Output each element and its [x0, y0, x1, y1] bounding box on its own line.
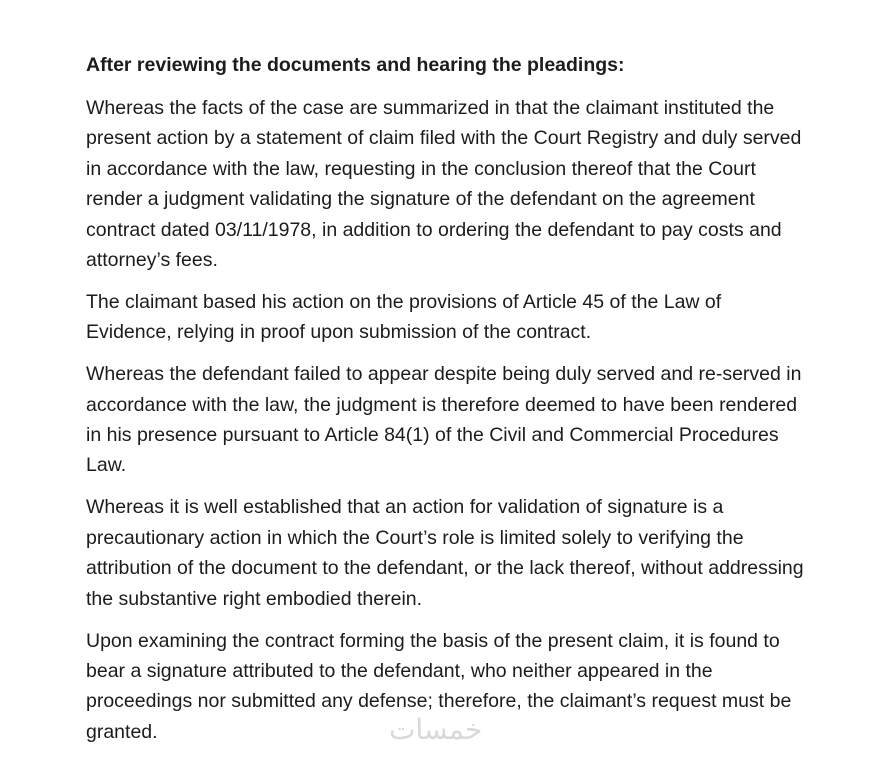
paragraph-legal-principle: Whereas it is well established that an action for validation of signature is a precautionary action in which the Court’s role is limited solely to verifying the attribution of the document to the defendant, or the lack thereof, without addressing the substantive right embodied therein. — [86, 496, 804, 610]
paragraph-default-appearance: Whereas the defendant failed to appear despite being duly served and re-served in accordance with the law, the judgment is therefore deemed to have been rendered in his presence pursuant to Article 84(1) of the Civil and Commercial Procedures Law. — [86, 363, 802, 477]
watermark-logo: خمسات — [389, 713, 483, 746]
paragraph-basis: The claimant based his action on the provisions of Article 45 of the Law of Evidence, relying in proof upon submission of the contract. — [86, 290, 722, 344]
section-heading: After reviewing the documents and hearing the pleadings: — [86, 54, 625, 76]
paragraph-conclusion: Upon examining the contract forming the basis of the present claim, it is found to bear a signature attributed to the defendant, who neither appeared in the proceedings nor submitted any defense; therefore, the claimant’s request must be granted. — [86, 629, 792, 743]
paragraph-facts: Whereas the facts of the case are summarized in that the claimant instituted the present action by a statement of claim filed with the Court Registry and duly served in accordance with the law, requesting in the conclusion thereof that the Court render a judgment validating the signature of the defendant on the agreement contract dated 03/11/1978, in addition to ordering the defendant to pay costs and attorney’s fees. — [86, 97, 802, 272]
